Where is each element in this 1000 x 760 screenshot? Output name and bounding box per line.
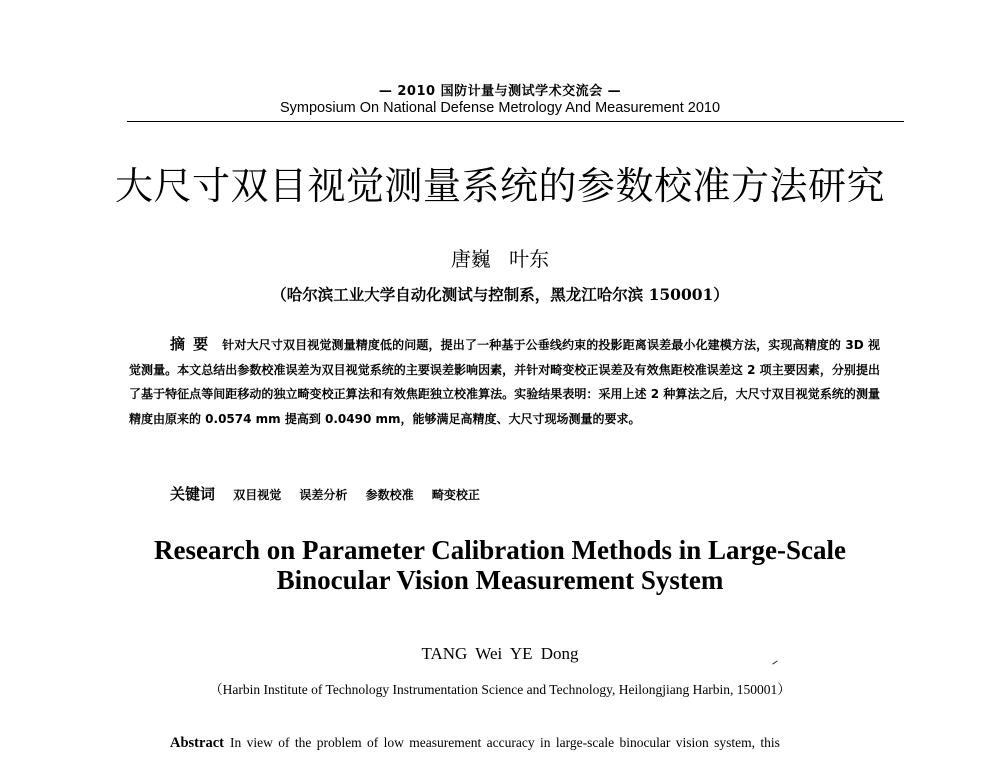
authors-en: TANG Wei YE Dong	[421, 644, 579, 663]
abstract-label-zh: 摘要	[170, 335, 217, 353]
keyword: 误差分析	[299, 488, 348, 502]
keyword: 双目视觉	[233, 488, 282, 502]
paper-title-en-line1: Research on Parameter Calibration Methods in Large-Scale	[154, 535, 846, 565]
abstract-zh	[129, 332, 880, 431]
header-rule	[127, 121, 904, 122]
keyword: 参数校准	[365, 488, 414, 502]
abstract-label-en: Abstract	[170, 735, 224, 751]
abstract-en	[170, 735, 780, 752]
paper-title-en-line2: Binocular Vision Measurement System	[276, 565, 724, 595]
conference-name-en: Symposium On National Defense Metrology And Measurement 2010	[279, 100, 721, 116]
paper-title-en	[0, 535, 1000, 595]
affiliation-en: （Harbin Institute of Technology Instrumentation Science and Technology, Heilongjiang Harbin, 150001）	[209, 682, 791, 697]
authors-zh: 唐巍 叶东	[450, 247, 550, 271]
abstract-text-zh: 针对大尺寸双目视觉测量精度低的问题，提出了一种基于公垂线约束的投影距离误差最小化建模方法，实现高精度的 3D 视觉测量。本文总结出参数校准误差为双目视觉系统的主要误差影响因素，并针对畸变校正误差及有效焦距校准误差这 2 项主要因素，分别提出了基于特征点等间距移动的独立畸变校正算法和有效焦距独立校准算法。实验结果表明：采用上述 2 种算法之后，大尺寸双目视觉系统的测量精度由原来的 0.0574 mm 提高到 0.0490 mm，能够满足高精度、大尺寸现场测量的要求。	[129, 338, 880, 426]
keyword: 畸变校正	[431, 488, 480, 502]
keywords-label-zh: 关键词	[170, 485, 216, 503]
affiliation-zh: （哈尔滨工业大学自动化测试与控制系，黑龙江哈尔滨 150001）	[271, 285, 729, 304]
conference-name-zh: — 2010 国防计量与测试学术交流会 —	[378, 84, 622, 99]
paper-title-zh: 大尺寸双目视觉测量系统的参数校准方法研究	[114, 164, 885, 208]
keywords-zh	[170, 483, 494, 504]
abstract-text-en: In view of the problem of low measurement accuracy in large-scale binocular vision system, this	[229, 735, 780, 750]
